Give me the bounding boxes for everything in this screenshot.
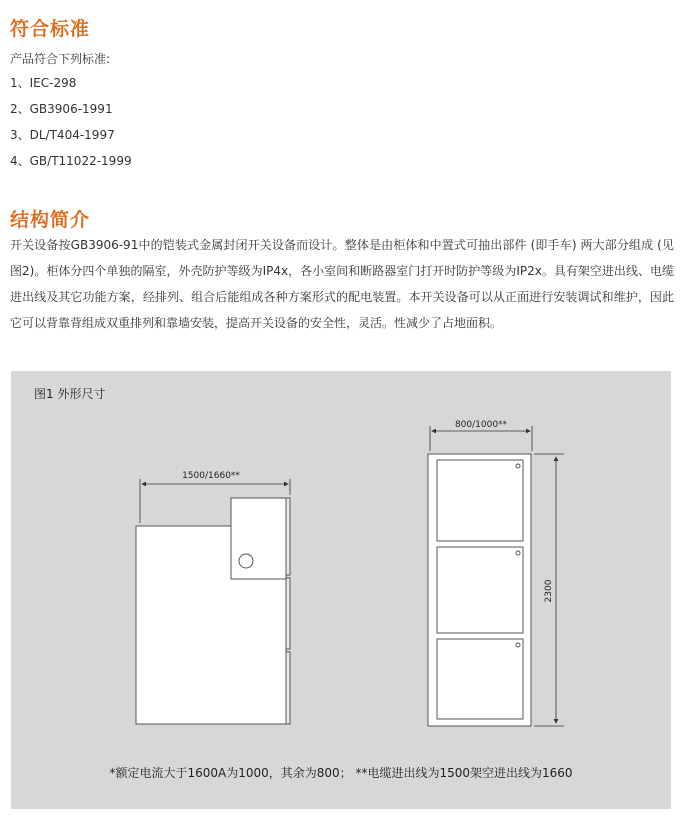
figure-title: 图1 外形尺寸 <box>34 387 106 401</box>
front-width-label: 800/1000** <box>454 420 508 430</box>
standard-item: 3、DL/T404-1997 <box>10 128 115 142</box>
figure-note: *额定电流大于1600A为1000，其余为800； **电缆进出线为1500架空进出线为1660 <box>109 766 573 780</box>
standard-item: 2、GB3906-1991 <box>10 102 113 116</box>
standards-list <box>10 70 132 174</box>
standards-intro: 产品符合下列标准: <box>10 52 111 66</box>
side-width-label: 1500/1660** <box>182 471 240 481</box>
dimension-figure <box>11 371 671 809</box>
front-view-cabinet <box>428 454 531 726</box>
side-view-cabinet <box>136 498 290 724</box>
structure-description: 开关设备按GB3906-91中的铠装式金属封闭开关设备而设计。整体是由柜体和中置式可抽出部件 (即手车) 两大部分组成 (见图2)。柜体分四个单独的隔室，外壳防护等级为IP4x，各小室间和断路器室门打开时防护等级为IP2x。具有架空进出线、电缆进出线及其它功能方案，经排列、组合后能组成各种方案形式的配电装置。本开关设备可以从正面进行安装调试和维护，因此它可以背靠背组成双重排列和靠墙安装，提高开关设备的安全性，灵活。性减少了占地面积。 <box>10 238 674 330</box>
section-title-standards: 符合标准 <box>10 18 91 40</box>
dimension-drawing <box>11 371 671 809</box>
standard-item: 1、IEC-298 <box>10 76 77 90</box>
section-title-structure: 结构简介 <box>10 209 91 231</box>
standard-item: 4、GB/T11022-1999 <box>10 154 132 168</box>
height-label: 2300 <box>544 579 554 603</box>
